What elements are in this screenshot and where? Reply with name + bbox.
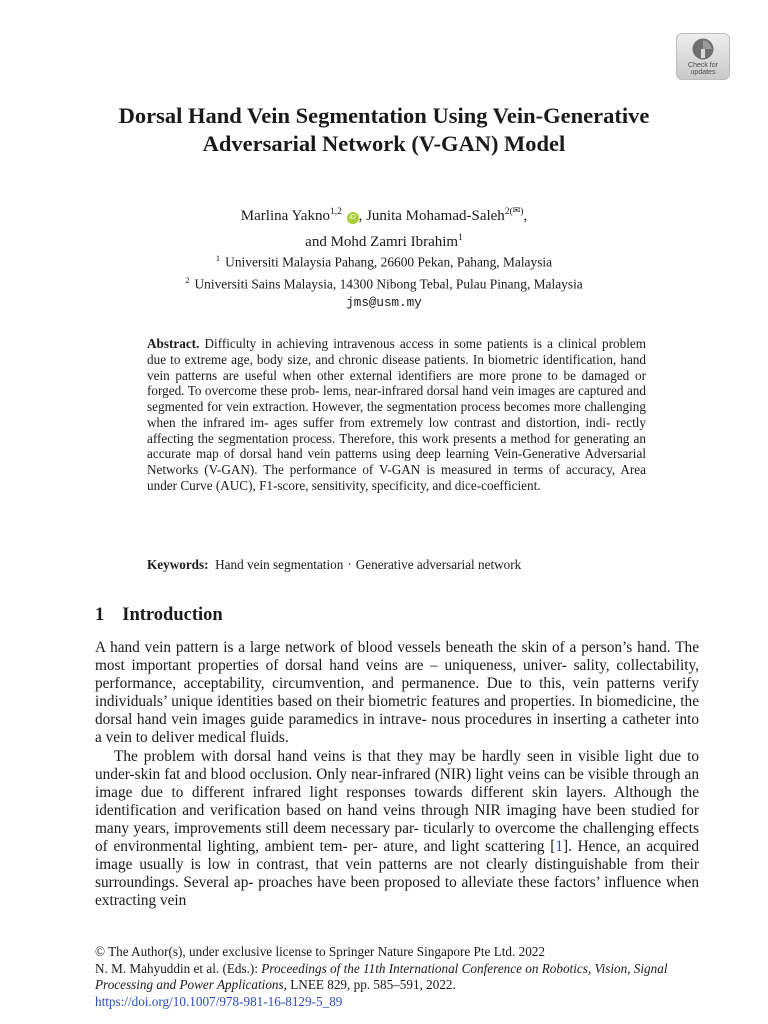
check-for-updates-badge[interactable] xyxy=(676,33,730,80)
keywords-label: Keywords: xyxy=(147,557,209,572)
affiliation-line xyxy=(110,271,658,293)
author-name: Junita Mohamad-Saleh xyxy=(366,208,505,224)
affiliation-number: 2 xyxy=(185,275,190,286)
affiliation-text: Universiti Sains Malaysia, 14300 Nibong Tebal, Pulau Pinang, Malaysia xyxy=(194,276,583,292)
proceedings-title: Proceedings of the 11th International Conference on Robotics, Vision, Signal Processing and Power Applications xyxy=(95,960,668,993)
section-number: 1 xyxy=(95,605,105,625)
body-text xyxy=(95,639,699,910)
check-for-updates-icon xyxy=(691,37,715,61)
badge-label: Check for updates xyxy=(688,62,718,76)
affiliation-text: Universiti Malaysia Pahang, 26600 Pekan, Pahang, Malaysia xyxy=(225,254,553,270)
keywords xyxy=(147,557,646,573)
author-name: Mohd Zamri Ibrahim xyxy=(330,234,459,250)
orcid-icon[interactable]: iD xyxy=(347,212,359,224)
paragraph: A hand vein pattern is a large network of blood vessels beneath the skin of a person’s hand. The most important properties of dorsal hand veins are – uniqueness, univer- sality, collectability, performance, acceptability, circumvention, and permanence. Due to this, vein patterns verify individuals’ unique identities based on their biometric features and properties. In biomedicine, the dorsal hand vein images guide paramedics in intrave- nous procedures in inserting a catheter into a vein to deliver medical fluids. xyxy=(95,639,699,747)
contact-email[interactable]: jms@usm.my xyxy=(346,295,422,310)
author-name: Marlina Yakno xyxy=(240,208,330,224)
abstract-text: Difficulty in achieving intravenous access in some patients is a clinical problem due to extreme age, body size, and chronic disease patients. In biometric identification, hand vein patterns are useful when other external identifiers are more prone to be damaged or forged. To overcome these prob- lems, near-infrared dorsal hand vein images are captured and segmented for vein extraction. However, the segmentation process becomes more challenging when the infrared im- ages suffer from extremely low contrast and distortion, indi- rectly affecting the segmentation process. Therefore, this work presents a method for generating an accurate map of dorsal hand vein patterns using deep learning Vein-Generative Adversarial Networks (V-GAN). The performance of V-GAN is measured in terms of accuracy, Area under Curve (AUC), F1-score, sensitivity, specificity, and dice-coefficient. xyxy=(147,336,646,493)
author-affil-sup: 1 xyxy=(458,233,463,243)
author-affil-sup: 1,2 xyxy=(329,207,342,217)
author-separator: , xyxy=(523,208,528,224)
paper-title: Dorsal Hand Vein Segmentation Using Vein-Generative Adversarial Network (V-GAN) Model xyxy=(118,103,650,156)
keyword-item: Hand vein segmentation xyxy=(215,557,344,572)
envelope-icon: ✉ xyxy=(512,205,521,215)
doi-link[interactable]: https://doi.org/10.1007/978-981-16-8129-5_89 xyxy=(95,993,343,1009)
abstract-label: Abstract. xyxy=(147,336,200,351)
section-heading xyxy=(95,603,223,627)
affiliations xyxy=(110,249,658,312)
keyword-item: Generative adversarial network xyxy=(355,557,522,572)
section-title-text: Introduction xyxy=(122,605,223,625)
affiliation-line xyxy=(110,249,658,271)
author-list xyxy=(110,199,658,253)
editors-text: N. M. Mahyuddin et al. (Eds.): xyxy=(95,960,262,976)
paragraph xyxy=(95,748,699,911)
author-affil-sup-close: ) xyxy=(520,207,524,217)
pages-text: , LNEE 829, pp. 585–591, 2022. xyxy=(283,977,456,993)
author-separator: , xyxy=(358,208,367,224)
author-and: and xyxy=(305,234,331,250)
abstract xyxy=(147,336,646,494)
paragraph-text: ]. Hence, an acquired image usually is low in contrast, that vein patterns are not clearly distinguishable from their surroundings. Several ap- proaches have been proposed to alleviate these factors’ influence when extracting vein xyxy=(95,838,699,910)
citation-link[interactable]: 1 xyxy=(555,838,563,856)
keyword-separator: · xyxy=(347,557,352,572)
author-affil-sup: 2( xyxy=(504,207,513,217)
affiliation-number: 1 xyxy=(215,253,221,263)
citation-line xyxy=(95,961,699,994)
copyright-line: © The Author(s), under exclusive license to Springer Nature Singapore Pte Ltd. 2022 xyxy=(95,944,545,959)
paragraph-text: The problem with dorsal hand veins is that they may be hardly seen in visible light due to under-skin fat and blood occlusion. Only near-infrared (NIR) light veins can be visible through an image due to different infrared light responses towards different skin layers. Although the identification and verification based on hand veins through NIR imaging have been studied for many years, improvements still deem necessary par- ticularly to overcome the challenging effects of environmental lighting, ambient tem- per- ature, and light scattering [ xyxy=(95,747,699,856)
footer xyxy=(95,944,699,1010)
